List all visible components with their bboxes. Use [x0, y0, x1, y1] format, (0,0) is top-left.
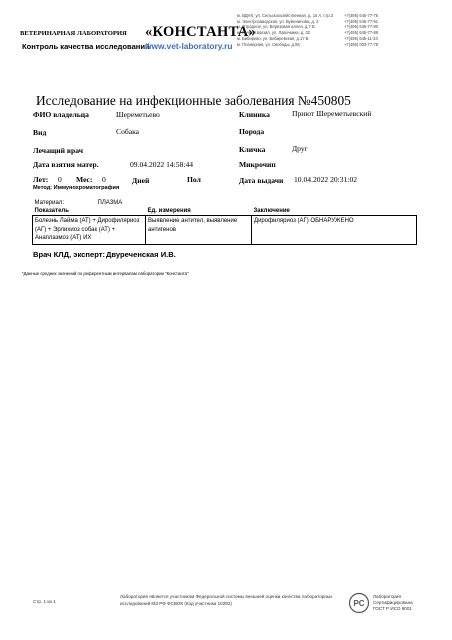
material-label: Материал: [34, 200, 64, 206]
page-number: Стр. 1 из 1 [33, 599, 56, 604]
table-row [33, 216, 417, 245]
issue-date-label: Дата выдачи [239, 176, 284, 185]
column-header: Заключение [252, 207, 417, 216]
months-label: Мес: [76, 175, 93, 184]
address-item: м. Отрадное, ул. Берёзовая аллея, д.7 Б [237, 24, 315, 30]
phone-item: +7(495) 003-77-75 [344, 41, 379, 47]
address-item: м. Бибирево, ул. Бибиревская, д.17 Б [237, 35, 309, 41]
material-value-cell [97, 199, 417, 207]
results-table [32, 199, 417, 245]
owner-label: ФИО владельца [33, 110, 89, 119]
conclusion-cell: Дирофиляриоз (АГ) ОБНАРУЖЕНО [252, 216, 417, 245]
cert-line: Сертифицирована [373, 599, 413, 605]
species-label: Вид [33, 128, 47, 137]
certification-mark-icon [348, 592, 370, 614]
column-header: Ед. измерения [146, 207, 252, 216]
brand-logo-text: «КОНСТАНТА» [145, 24, 257, 40]
nickname-label: Кличка [239, 145, 266, 154]
cert-line: ГОСТ Р ИСО 9001 [373, 605, 412, 611]
owner-value: Шереметьево [116, 110, 160, 119]
clinic-value: Приют Шереметьевский [292, 109, 372, 118]
lab-subtitle: Контроль качества исследований [22, 42, 150, 51]
breed-label: Порода [239, 127, 265, 136]
doctor-field-label: Лечащий врач [33, 146, 84, 155]
sex-label: Пол [187, 175, 201, 184]
certification-text [373, 594, 413, 611]
method-label: Метод: Иммунохроматография [33, 185, 120, 191]
years-value: 0 [58, 175, 62, 184]
material-row [33, 199, 417, 207]
phone-item: +7(495) 645-77-90 [344, 24, 379, 30]
footnote: *Данные средних значений по референтным интервалам лаборатории "Константа" [22, 271, 189, 276]
issue-date-value: 10.04.2022 20:31:02 [294, 175, 358, 184]
website-link[interactable]: www.vet-laboratory.ru [145, 41, 233, 51]
phone-item: +7(495) 645-77-91 [344, 18, 379, 24]
chip-label: Микрочип [239, 160, 276, 169]
svg-text:PC: PC [353, 599, 365, 608]
species-value: Собака [116, 127, 140, 136]
address-list [237, 13, 333, 47]
lab-name: ВЕТЕРИНАРНАЯ ЛАБОРАТОРИЯ [20, 30, 127, 37]
footer-note: Лаборатория является участником Федеральной системы внешней оценки качества лабораторных исследований МЗ РФ ФСВОК (Код участника 10292) [120, 594, 333, 606]
signature-label: Врач КЛД, эксперт: [33, 250, 105, 259]
column-header: Показатель [33, 207, 146, 216]
material-value: ПЛАЗМА [97, 200, 123, 206]
material-label-cell [33, 199, 146, 207]
phone-item: +7(495) 645-77-89 [344, 30, 379, 36]
years-label: Лет: [33, 175, 49, 184]
document-title: Исследование на инфекционные заболевания №450805 [36, 93, 351, 108]
clinic-label: Клиника [239, 110, 270, 119]
sample-date-label: Дата взятия матер. [33, 160, 99, 169]
nickname-value: Друг [292, 144, 308, 153]
phone-item: +7(495) 645-77-76 [344, 13, 379, 18]
signature-name: Двуреченская И.В. [106, 250, 176, 259]
address-item: м. Речной вокзал, ул. Лавочкина, д. 32 [237, 30, 311, 36]
indicator-cell: Болезнь Лайма (АТ) + Дирофиляриоз (АГ) + Эрлихиоз собак (АТ) + Анаплазмоз (АТ) ИХ [33, 216, 146, 245]
unit-cell: Выявление антител, выявление антигенов [146, 216, 252, 245]
days-label: Дней [132, 176, 150, 185]
address-item: м. Планерная, ул. Свободы, д.85 [237, 41, 300, 47]
months-value: 0 [102, 175, 106, 184]
address-item: м. ВДНХ, ул. Сельскохозяйственная, д. 16 А, стр.3 [237, 13, 334, 18]
cert-line: Лаборатория [373, 594, 401, 599]
table-header-row [33, 207, 417, 216]
sample-date-value: 09.04.2022 14:58:44 [130, 160, 194, 169]
phone-list [344, 13, 378, 47]
address-item: м. Электрозаводская, ул. Буженинова, д. 2 [237, 18, 319, 24]
phone-item: +7(495) 645-11-34 [344, 35, 378, 41]
